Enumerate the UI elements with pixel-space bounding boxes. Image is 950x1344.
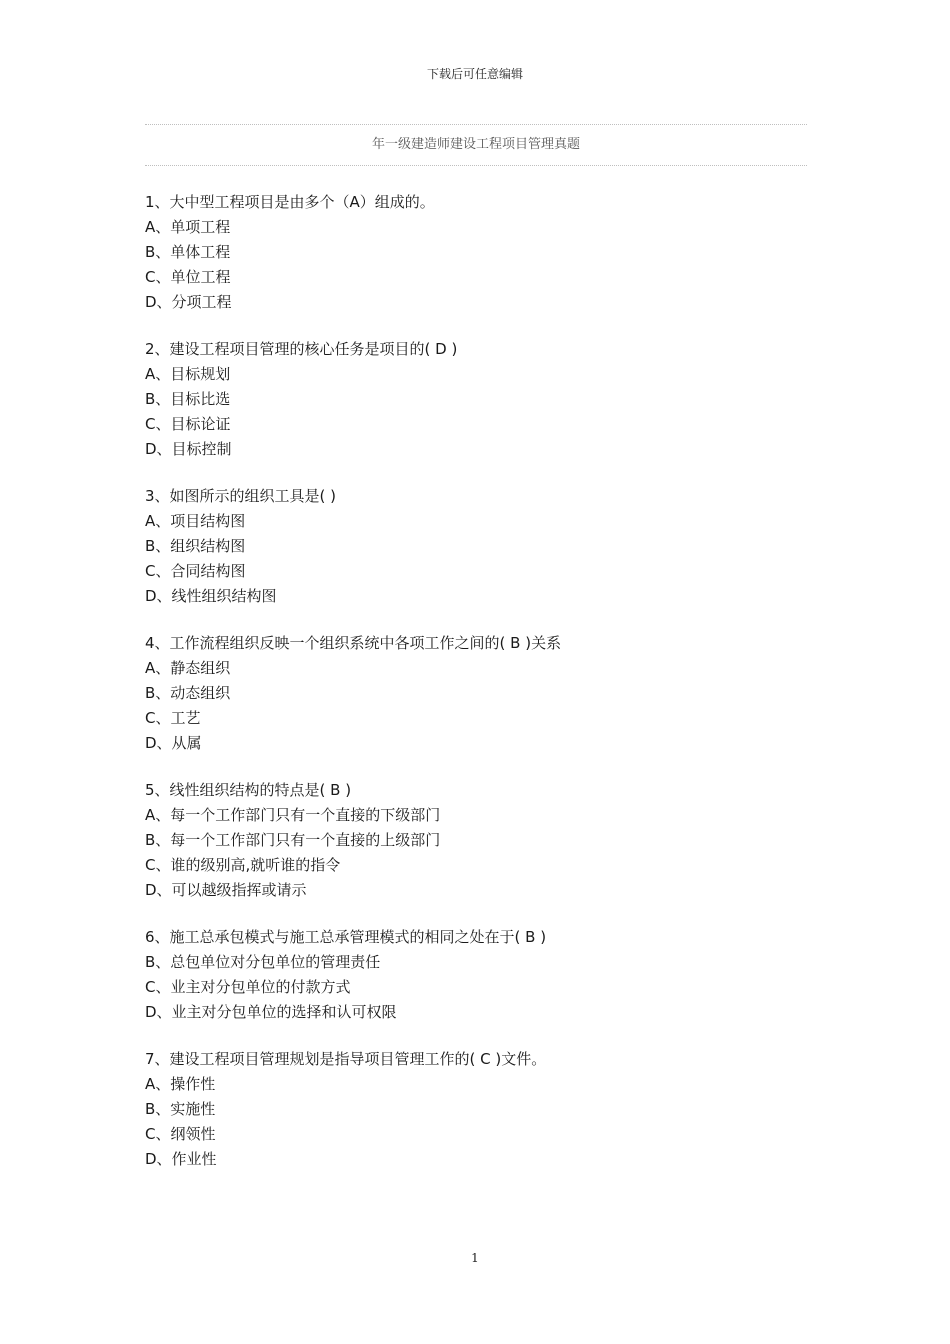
option: A、单项工程 (145, 218, 231, 236)
option: C、合同结构图 (145, 562, 246, 580)
option: B、目标比选 (145, 390, 231, 408)
question-3 (145, 484, 807, 609)
option: D、从属 (145, 734, 202, 752)
question-stem: 6、施工总承包模式与施工总承管理模式的相同之处在于( B ) (145, 928, 547, 946)
page-header: 下载后可任意编辑 (426, 67, 523, 81)
option: D、业主对分包单位的选择和认可权限 (145, 1003, 397, 1021)
option: B、总包单位对分包单位的管理责任 (145, 953, 381, 971)
option: A、每一个工作部门只有一个直接的下级部门 (145, 806, 441, 824)
option: B、组织结构图 (145, 537, 246, 555)
option: C、目标论证 (145, 415, 231, 433)
option: A、操作性 (145, 1075, 216, 1093)
question-2 (145, 337, 807, 462)
question-list (145, 190, 807, 1194)
question-stem: 2、建设工程项目管理的核心任务是项目的( D ) (145, 340, 458, 358)
option: C、纲领性 (145, 1125, 216, 1143)
option: B、单体工程 (145, 243, 231, 261)
title-block (145, 124, 807, 166)
question-stem: 7、建设工程项目管理规划是指导项目管理工作的( C )文件。 (145, 1050, 547, 1068)
option: D、目标控制 (145, 440, 232, 458)
option: C、业主对分包单位的付款方式 (145, 978, 351, 996)
option: A、目标规划 (145, 365, 231, 383)
option: B、实施性 (145, 1100, 216, 1118)
question-7 (145, 1047, 807, 1172)
question-6 (145, 925, 807, 1025)
question-stem: 3、如图所示的组织工具是( ) (145, 487, 337, 505)
option: C、单位工程 (145, 268, 231, 286)
option: D、分项工程 (145, 293, 232, 311)
question-1 (145, 190, 807, 315)
option: C、谁的级别高,就听谁的指令 (145, 856, 341, 874)
option: D、作业性 (145, 1150, 217, 1168)
page-number: 1 (471, 1251, 479, 1265)
question-stem: 5、线性组织结构的特点是( B ) (145, 781, 352, 799)
option: C、工艺 (145, 709, 201, 727)
option: A、项目结构图 (145, 512, 246, 530)
option: D、可以越级指挥或请示 (145, 881, 307, 899)
document-title: 年一级建造师建设工程项目管理真题 (371, 137, 580, 152)
question-5 (145, 778, 807, 903)
option: B、动态组织 (145, 684, 231, 702)
question-4 (145, 631, 807, 756)
option: B、每一个工作部门只有一个直接的上级部门 (145, 831, 441, 849)
question-stem: 4、工作流程组织反映一个组织系统中各项工作之间的( B )关系 (145, 634, 562, 652)
question-stem: 1、大中型工程项目是由多个（A）组成的。 (145, 193, 435, 211)
option: D、线性组织结构图 (145, 587, 277, 605)
option: A、静态组织 (145, 659, 231, 677)
